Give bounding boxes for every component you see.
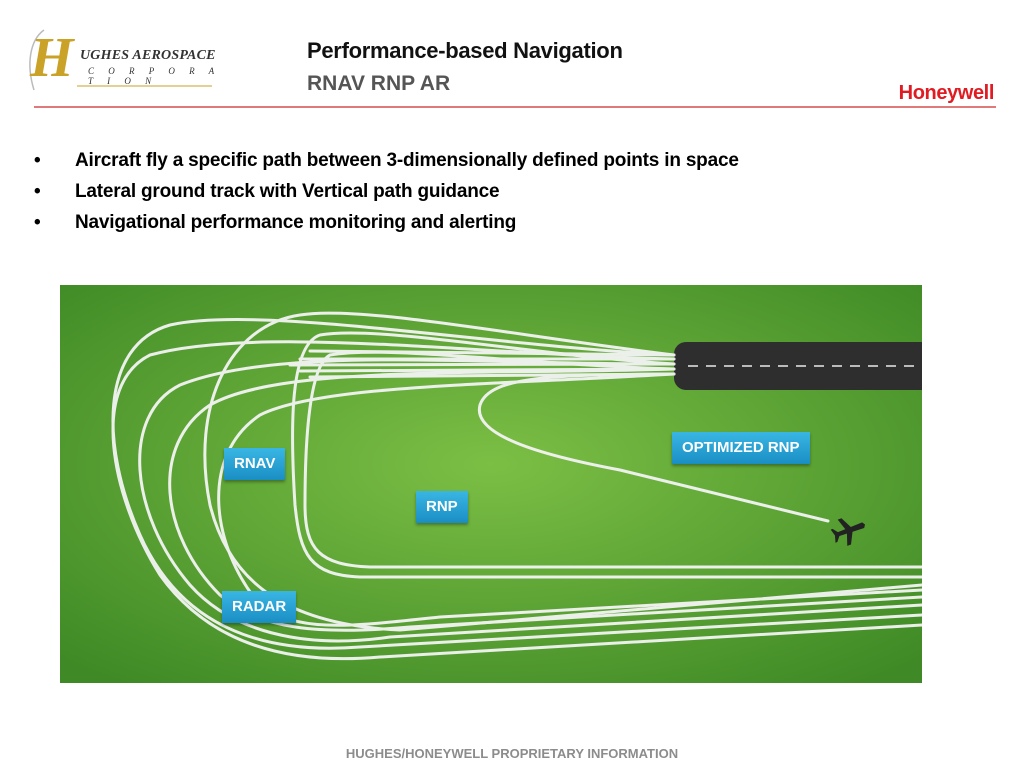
bullet-icon: • [34,181,41,202]
bullet-icon: • [34,212,41,233]
bullet-item: • Navigational performance monitoring and alerting [34,212,517,233]
bullet-list [34,150,739,243]
rnp-label: RNP [416,491,468,523]
logo-h-letter: H [30,27,74,89]
logo-company-name: UGHES AEROSPACE [80,48,216,63]
company-logo [22,24,222,96]
flight-path-illustration [60,285,922,683]
optimized-rnp-label: OPTIMIZED RNP [672,432,810,464]
rnav-label: RNAV [224,448,285,480]
footer-proprietary: HUGHES/HONEYWELL PROPRIETARY INFORMATION [345,746,679,761]
radar-label: RADAR [222,591,296,623]
page-subtitle: RNAV RNP AR [307,72,451,95]
page-title: Performance-based Navigation [307,38,623,63]
flight-path-graphic [60,285,922,683]
honeywell-logo: Honeywell [898,82,994,104]
bullet-item: • Lateral ground track with Vertical path guidance [34,181,500,202]
logo-corporation: C O R P O R A T I O N [88,66,221,86]
bullet-item: • Aircraft fly a specific path between 3-dimensionally defined points in space [34,150,739,171]
bullet-icon: • [34,150,41,171]
header-divider [34,106,996,108]
